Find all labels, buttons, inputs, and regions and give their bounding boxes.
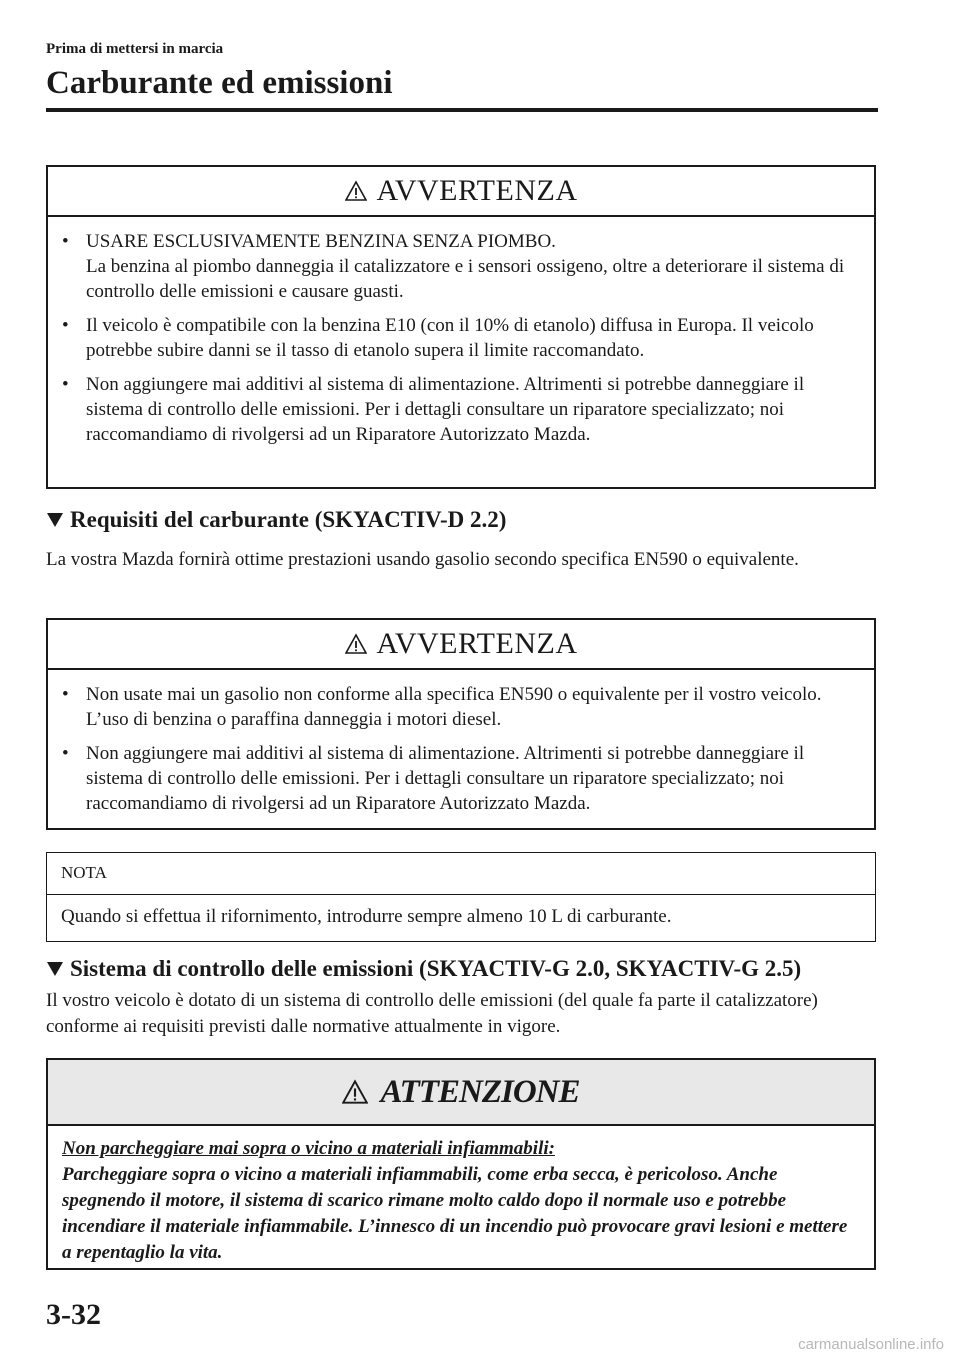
- page-number: 3-32: [46, 1298, 101, 1331]
- warning-item-title: • USARE ESCLUSIVAMENTE BENZINA SENZA PIOMBO.: [86, 231, 556, 252]
- warning-box-2-body: [48, 670, 874, 826]
- caution-box: [46, 1058, 876, 1270]
- warning-item: • Il veicolo è compatibile con la benzina E10 (con il 10% di etanolo) diffusa in Europa. Il veicolo potrebbe subire danni se il tasso di etanolo supera il limite raccomandato.: [86, 313, 858, 363]
- warning-box-1: [46, 165, 876, 489]
- section-heading: [46, 955, 801, 983]
- warning-box-1-header: [48, 167, 874, 217]
- section-heading-text: Requisiti del carburante (SKYACTIV-D 2.2): [70, 507, 507, 532]
- caution-body: [48, 1126, 874, 1276]
- warning-icon: [345, 633, 367, 655]
- caution-title: ATTENZIONE: [380, 1073, 580, 1110]
- warning-item-text: La benzina al piombo danneggia il catalizzatore e i sensori ossigeno, oltre a deteriorare il sistema di controllo delle emissioni e causare guasti.: [86, 256, 845, 302]
- page-header: [46, 40, 878, 103]
- triangle-down-icon: [46, 512, 64, 528]
- watermark: carmanualsonline.info: [798, 1336, 944, 1353]
- warning-box-2: [46, 618, 876, 830]
- warning-icon: [345, 180, 367, 202]
- warning-item: • Non usate mai un gasolio non conforme alla specifica EN590 o equivalente per il vostro veicolo. L’uso di benzina o paraffina danneggia i motori diesel.: [86, 682, 858, 732]
- caution-text: Parcheggiare sopra o vicino a materiali infiammabili, come erba secca, è pericoloso. Anche spegnendo il motore, il sistema di scarico rimane molto caldo dopo il normale uso e potrebbe incendiare il materiale infiammabile. L’innesco di un incendio può provocare gravi lesioni e mettere a repentaglio la vita.: [62, 1164, 848, 1263]
- warning-item: • Non aggiungere mai additivi al sistema di alimentazione. Altrimenti si potrebbe danneggiare il sistema di controllo delle emissioni. Per i dettagli consultare un riparatore specializzato; noi raccomandiamo di rivolgersi ad un Riparatore Autorizzato Mazda.: [86, 372, 858, 447]
- section-heading: [46, 506, 506, 534]
- warning-title: AVVERTENZA: [376, 627, 578, 660]
- page-title: Carburante ed emissioni: [46, 65, 393, 101]
- section-heading-text: Sistema di controllo delle emissioni (SKYACTIV-G 2.0, SKYACTIV-G 2.5): [70, 956, 802, 981]
- note-text: Quando si effettua il rifornimento, introdurre sempre almeno 10 L di carburante.: [61, 906, 672, 927]
- warning-box-2-header: [48, 620, 874, 670]
- triangle-down-icon: [46, 961, 64, 977]
- caution-header: [48, 1060, 874, 1126]
- warning-box-1-body: [48, 217, 874, 457]
- note-box: [46, 852, 876, 942]
- warning-title: AVVERTENZA: [376, 174, 578, 207]
- warning-icon: [342, 1079, 368, 1105]
- section-body-text: Il vostro veicolo è dotato di un sistema di controllo delle emissioni (del quale fa parte il catalizzatore) conforme ai requisiti previsti dalle normative attualmente in vigore.: [46, 990, 818, 1037]
- caution-heading: Non parcheggiare mai sopra o vicino a materiali infiammabili:: [62, 1138, 555, 1159]
- section-body-text: La vostra Mazda fornirà ottime prestazioni usando gasolio secondo specifica EN590 o equivalente.: [46, 549, 799, 570]
- header-rule: [46, 108, 878, 112]
- warning-item: • Non aggiungere mai additivi al sistema di alimentazione. Altrimenti si potrebbe danneggiare il sistema di controllo delle emissioni. Per i dettagli consultare un riparatore specializzato; noi raccomandiamo di rivolgersi ad un Riparatore Autorizzato Mazda.: [86, 741, 858, 816]
- warning-item: [86, 229, 858, 304]
- section-label: Prima di mettersi in marcia: [46, 41, 224, 57]
- note-title: NOTA: [47, 853, 875, 895]
